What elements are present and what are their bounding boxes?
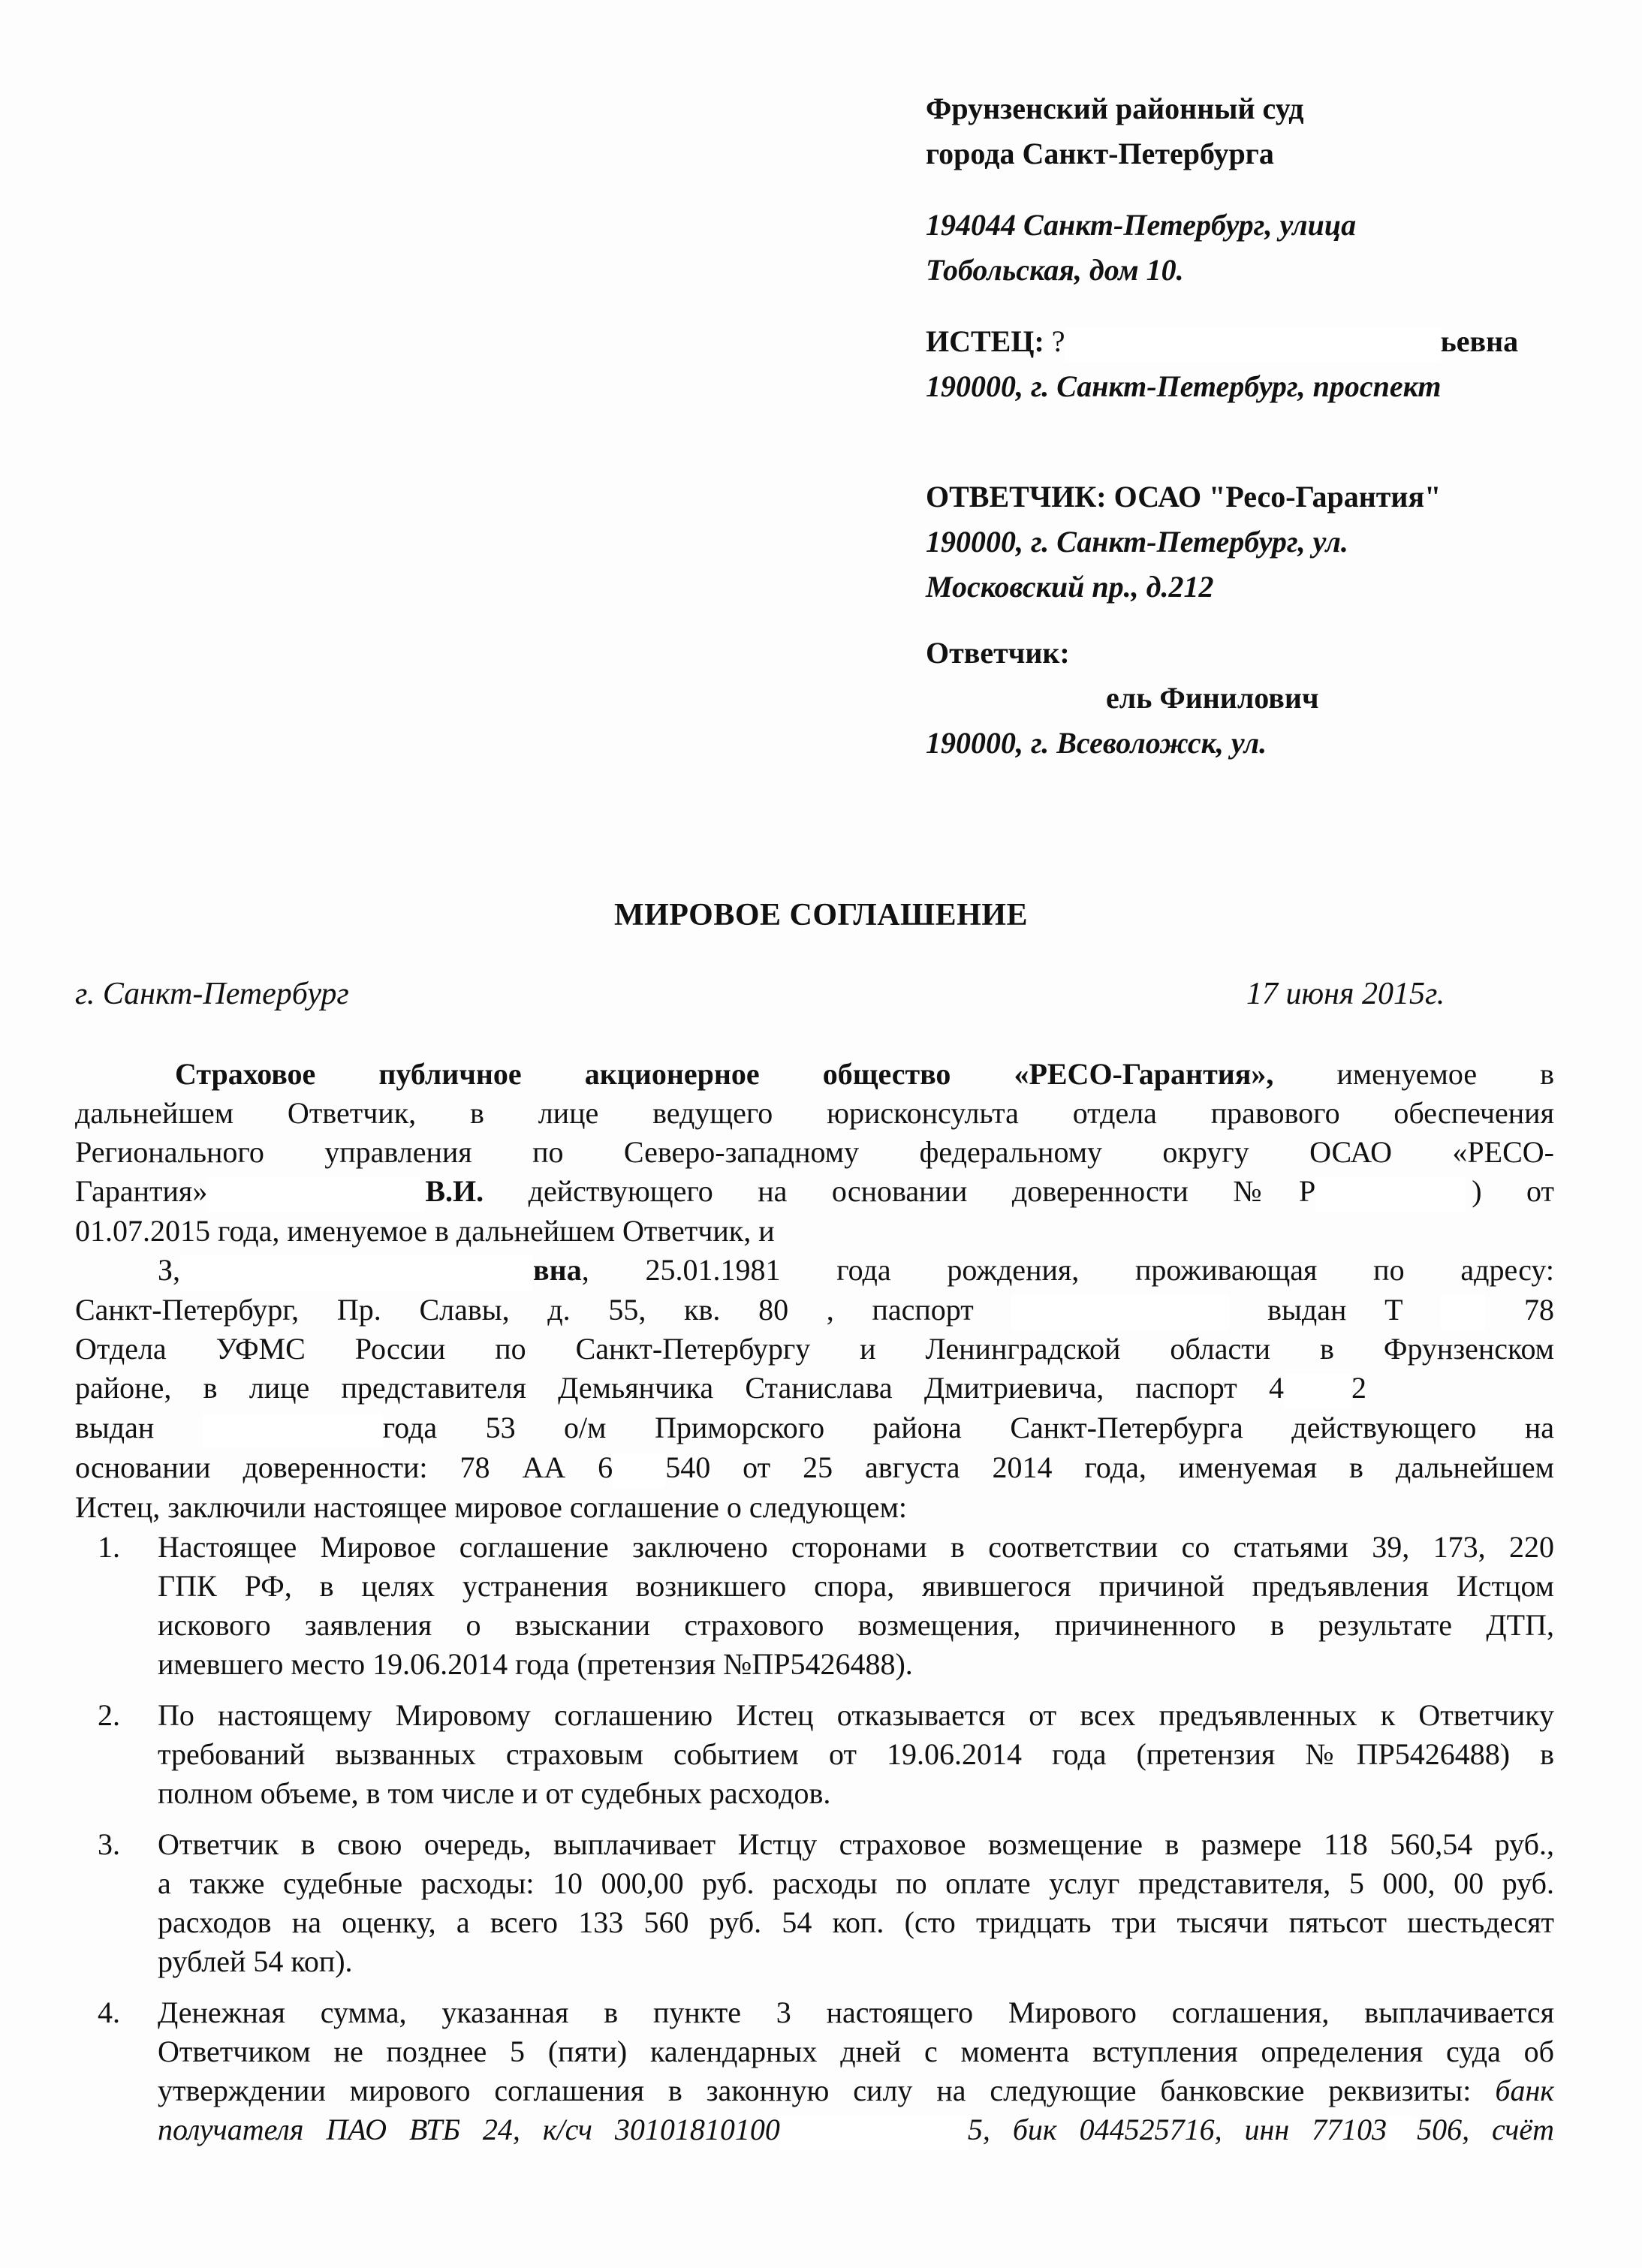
- redaction: [180, 1256, 533, 1291]
- item-text: 506, счёт: [1417, 2113, 1555, 2146]
- item-line: расходов на оценку, а всего 133 560 руб. 54 коп. (сто тридцать три тысячи пятьсот шестьдесят: [158, 1905, 1554, 1939]
- preamble-line-8: Отдела УФМС России по Санкт-Петербургу и Ленинградской области в Фрунзенском: [75, 1332, 1554, 1366]
- court-name-line2: города Санкт-Петербурга: [926, 137, 1274, 170]
- preamble-text: 78: [1524, 1292, 1554, 1327]
- preamble: [75, 1055, 1554, 1527]
- redaction: [1441, 1295, 1486, 1330]
- company-name: Страховое публичное акционерное общество «РЕСО-Гарантия»,: [175, 1057, 1274, 1091]
- preamble-text: года 53 о/м Приморского района Санкт-Петербурга действующего на: [382, 1411, 1554, 1445]
- plaintiff-name-end: ьевна: [1440, 324, 1519, 358]
- preamble-text: , 25.01.1981 года рождения, проживающая по адресу:: [581, 1252, 1554, 1287]
- redaction: [1284, 1374, 1351, 1408]
- plaintiff-block: [926, 319, 1601, 409]
- redaction: [207, 1177, 425, 1212]
- redaction: [613, 1453, 665, 1488]
- item-line: требований вызванных страховым событием от 19.06.2014 года (претензия №ПР5426488) в: [158, 1737, 1554, 1771]
- item-line: Ответчик в свою очередь, выплачивает Истцу страховое возмещение в размере 118 560,54 руб.,: [158, 1827, 1554, 1861]
- preamble-text: , паспорт: [826, 1292, 974, 1327]
- court-address-block: [926, 203, 1601, 293]
- preamble-text: от 25 августа 2014 года, именуемая в дальнейшем: [710, 1450, 1554, 1485]
- preamble-text: Санкт-Петербург, Пр. Славы, д. 55, кв. 80: [75, 1292, 789, 1327]
- defendant2-name: ель Финилович: [1106, 681, 1319, 715]
- defendant1-block: [926, 474, 1601, 610]
- preamble-text: Р: [1298, 1174, 1316, 1208]
- defendant1-label: ОТВЕТЧИК: ОСАО "Ресо-Гарантия": [926, 480, 1442, 514]
- item-number: 3.: [98, 1827, 120, 1861]
- preamble-text: основании доверенности: 78 АА 6: [75, 1450, 613, 1485]
- preamble-text: выдан: [75, 1411, 155, 1445]
- preamble-text: именуемое в: [1273, 1057, 1554, 1091]
- plaintiff-line: [926, 319, 1601, 364]
- terms-list: [75, 1528, 1554, 2162]
- preamble-text: выдан Т: [1267, 1292, 1403, 1327]
- redaction: [1387, 2116, 1417, 2150]
- item-number: 1.: [98, 1530, 120, 1564]
- preamble-line-7: [75, 1291, 1554, 1330]
- plaintiff-address: 190000, г. Санкт-Петербург, проспект: [926, 369, 1442, 403]
- item-number: 4.: [98, 1995, 120, 2029]
- redaction: [1011, 1295, 1229, 1330]
- preamble-line-2: дальнейшем Ответчик, в лице ведущего юрисконсульта отдела правового обеспечения: [75, 1096, 1554, 1130]
- defendant1-address1: 190000, г. Санкт-Петербург, ул.: [926, 525, 1348, 559]
- item-line: Настоящее Мировое соглашение заключено сторонами в соответствии со статьями 39, 173, 220: [158, 1530, 1554, 1564]
- item-line: По настоящему Мировому соглашению Истец отказывается от всех предъявленных к Ответчику: [158, 1698, 1554, 1732]
- redaction: [780, 2116, 968, 2150]
- item-line: [158, 2071, 1554, 2110]
- preamble-line-11: [75, 1448, 1554, 1488]
- item-line: Денежная сумма, указанная в пункте 3 настоящего Мирового соглашения, выплачивается: [158, 1995, 1554, 2029]
- list-item: [75, 1825, 1554, 1981]
- court-address-line2: Тобольская, дом 10.: [926, 253, 1184, 287]
- redaction: [203, 1414, 383, 1448]
- defendant2-block: [926, 631, 1601, 766]
- preamble-text: действующего на основании доверенности №: [484, 1174, 1299, 1208]
- item-line: [158, 2110, 1554, 2150]
- preamble-line-12: Истец, заключили настоящее мировое соглашение о следующем:: [75, 1489, 907, 1524]
- preamble-text: районе, в лице представителя Демьянчика Станислава Дмитриевича, паспорт 4: [75, 1371, 1284, 1405]
- item-line: ГПК РФ, в целях устранения возникшего спора, явившегося причиной предъявления Истцом: [158, 1569, 1554, 1603]
- preamble-line-3: Регионального управления по Северо-западному федеральному округу ОСАО «РЕСО-: [75, 1135, 1554, 1169]
- item-line: искового заявления о взыскании страхового возмещения, причиненного в результате ДТП,: [158, 1608, 1554, 1642]
- item-line: а также судебные расходы: 10 000,00 руб. расходы по оплате услуг представителя, 5 000, 00 руб.: [158, 1866, 1554, 1900]
- item-text: утверждении мирового соглашения в законную силу на следующие банковские реквизиты:: [158, 2074, 1472, 2107]
- redaction: [1065, 327, 1441, 362]
- preamble-text: Гарантия»: [75, 1174, 208, 1208]
- preamble-text: З,: [158, 1252, 181, 1287]
- defendant1-address2: Московский пр., д.212: [926, 570, 1214, 604]
- preamble-line-9: [75, 1369, 1554, 1408]
- representative-initials: В.И.: [425, 1174, 484, 1208]
- list-item: [75, 1993, 1554, 2150]
- item-line: имевшего место 19.06.2014 года (претензия №ПР5426488).: [158, 1647, 913, 1681]
- court-address-line1: 194044 Санкт-Петербург, улица: [926, 208, 1357, 242]
- preamble-line-10: [75, 1408, 1554, 1448]
- court-name-line1: Фрунзенский районный суд: [926, 92, 1304, 125]
- court-block: [926, 86, 1601, 176]
- plaintiff-label: ИСТЕЦ:: [926, 324, 1052, 358]
- item-line: Ответчиком не позднее 5 (пяти) календарных дней с момента вступления определения суда об: [158, 2035, 1554, 2068]
- document-date: 17 июня 2015г.: [1246, 977, 1445, 1011]
- preamble-line-6: [75, 1251, 1554, 1291]
- preamble-text: 2: [1351, 1371, 1366, 1405]
- list-item: [75, 1696, 1554, 1813]
- document-city: г. Санкт-Петербург: [75, 977, 349, 1011]
- preamble-line-5: 01.07.2015 года, именуемое в дальнейшем Ответчик, и: [75, 1213, 775, 1248]
- redaction: [1315, 1177, 1466, 1212]
- item-text: 5, бик 044525716, инн 77103: [967, 2113, 1387, 2146]
- item-number: 2.: [98, 1698, 120, 1732]
- document-title: МИРОВОЕ СОГЛАШЕНИЕ: [613, 898, 1029, 932]
- item-line: рублей 54 коп).: [158, 1944, 353, 1978]
- item-text: банк: [1471, 2074, 1555, 2107]
- item-line: полном объеме, в том числе и от судебных расходов.: [158, 1776, 831, 1810]
- preamble-text: ) от: [1466, 1174, 1555, 1208]
- defendant2-address: 190000, г. Всеволожск, ул.: [926, 726, 1267, 760]
- preamble-line-1: [75, 1055, 1554, 1094]
- defendant2-label: Ответчик:: [926, 636, 1070, 670]
- plaintiff-name-start: ?: [1051, 324, 1065, 358]
- list-item: [75, 1528, 1554, 1684]
- preamble-text: 540: [665, 1450, 711, 1485]
- plaintiff-name-end: вна: [533, 1252, 582, 1287]
- item-text: получателя ПАО ВТБ 24, к/сч 30101810100: [158, 2113, 780, 2146]
- preamble-line-4: [75, 1172, 1554, 1212]
